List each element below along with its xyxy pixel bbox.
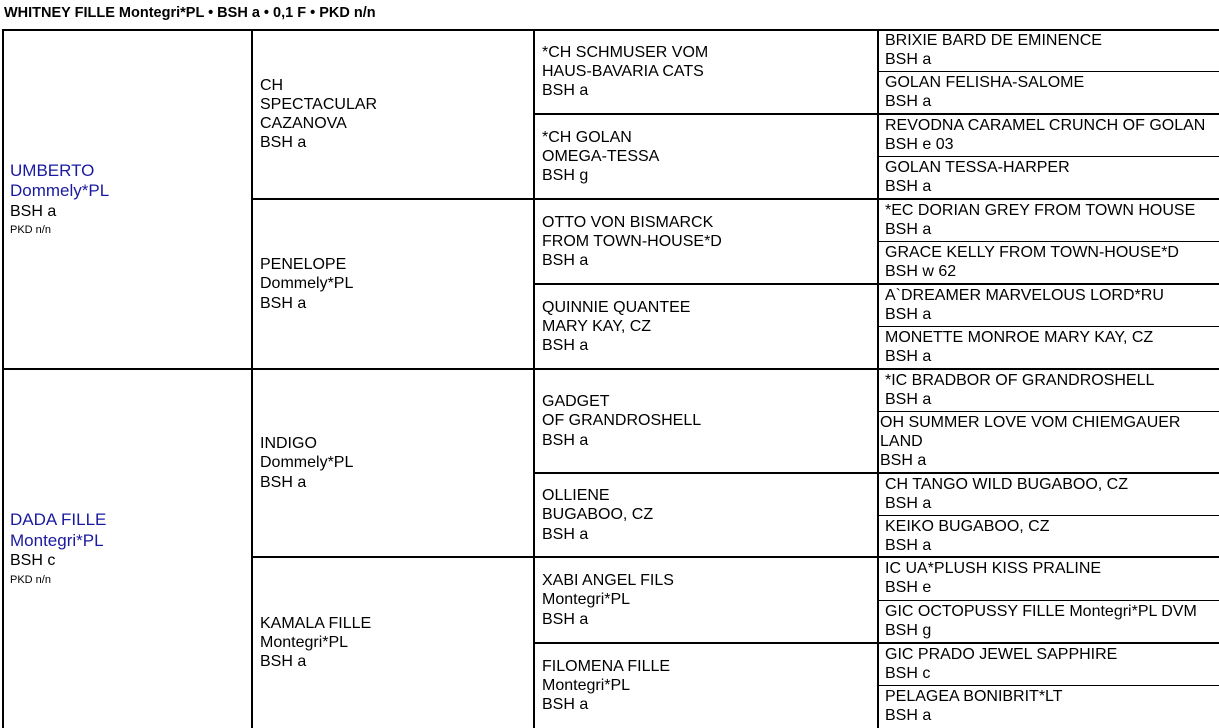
g4-ancestor-cell — [878, 473, 1219, 515]
pedigree-title: WHITNEY FILLE Montegri*PL • BSH a • 0,1 F • PKD n/n — [4, 5, 376, 21]
ancestor-text-line: BSH a — [542, 610, 589, 628]
ancestor-text-line: IC UA*PLUSH KISS PRALINE — [885, 560, 1102, 577]
grid-line — [878, 71, 1219, 72]
parent-cattery: Dommely*PL — [10, 181, 110, 201]
ancestor-text-line: FILOMENA FILLE — [542, 657, 671, 675]
grid-line — [2, 29, 4, 728]
ancestor-text-line: GIC OCTOPUSSY FILLE Montegri*PL DVM — [885, 603, 1197, 620]
grid-line — [878, 411, 1219, 412]
ancestor-text-line: GADGET — [542, 393, 610, 411]
great-grandparent-cell — [534, 199, 878, 284]
grid-line — [878, 600, 1219, 601]
parent-name: UMBERTO — [10, 160, 95, 180]
ancestor-text-line: PELAGEA BONIBRIT*LT — [885, 688, 1063, 705]
parent-sire — [2, 29, 252, 369]
parent-cattery: Montegri*PL — [10, 530, 104, 550]
g4-ancestor-cell — [878, 241, 1219, 284]
ancestor-text-line: OMEGA-TESSA — [542, 147, 660, 165]
g4-ancestor-cell — [878, 199, 1219, 241]
ancestor-text-line: INDIGO — [260, 435, 317, 453]
g4-ancestor-cell — [878, 114, 1219, 156]
ancestor-text-line: Dommely*PL — [260, 454, 354, 472]
g4-ancestor-cell — [878, 411, 1219, 473]
pedigree-table — [2, 29, 1219, 728]
grid-line — [251, 29, 253, 728]
great-grandparent-cell — [534, 114, 878, 199]
ancestor-text-line: GRACE KELLY FROM TOWN-HOUSE*D — [885, 244, 1179, 261]
great-grandparent-cell — [534, 557, 878, 643]
ancestor-text-line: BSH a — [885, 51, 932, 69]
ancestor-text-line: GIC PRADO JEWEL SAPPHIRE — [885, 646, 1118, 663]
ancestor-text-line: OTTO VON BISMARCK — [542, 213, 714, 231]
ancestor-text-line: BSH a — [260, 473, 307, 491]
ancestor-text-line: BSH a — [260, 134, 307, 152]
ancestor-text-line: BSH e 03 — [885, 136, 954, 154]
great-grandparent-cell — [534, 29, 878, 114]
grandparent-cell — [252, 557, 534, 728]
grid-line — [878, 515, 1219, 516]
ancestor-text-line: CAZANOVA — [260, 115, 347, 132]
ancestor-text-line: A`DREAMER MARVELOUS LORD*RU — [885, 287, 1164, 304]
ancestor-text-line: CH TANGO WILD BUGABOO, CZ — [885, 476, 1128, 493]
ancestor-text-line: BSH a — [880, 452, 927, 470]
grid-line — [534, 642, 1219, 644]
ancestor-text-line: PENELOPE — [260, 256, 347, 274]
parent-pkd: PKD n/n — [10, 224, 51, 237]
ancestor-text-line: BSH a — [542, 696, 589, 714]
g4-ancestor-cell — [878, 557, 1219, 600]
g4-ancestor-cell — [878, 515, 1219, 557]
ancestor-text-line: XABI ANGEL FILS — [542, 572, 674, 590]
parent-dam — [2, 369, 252, 728]
great-grandparent-cell — [534, 473, 878, 557]
ancestor-text-line: LAND — [880, 433, 923, 451]
parent-breed: BSH c — [10, 552, 56, 570]
g4-ancestor-cell — [878, 685, 1219, 728]
ancestor-text-line: BSH a — [885, 178, 932, 196]
ancestor-text-line: OH SUMMER LOVE VOM CHIEMGAUER — [880, 414, 1181, 431]
ancestor-text-line: OF GRANDROSHELL — [542, 412, 702, 430]
g4-ancestor-cell — [878, 643, 1219, 685]
ancestor-text-line: BSH a — [542, 431, 589, 449]
ancestor-text-line: BSH a — [885, 707, 932, 725]
ancestor-text-line: *IC BRADBOR OF GRANDROSHELL — [885, 372, 1155, 389]
g4-ancestor-cell — [878, 326, 1219, 369]
ancestor-text-line: BSH g — [542, 167, 589, 185]
ancestor-text-line: BSH a — [542, 252, 589, 270]
ancestor-text-line: MONETTE MONROE MARY KAY, CZ — [885, 329, 1154, 346]
ancestor-text-line: BSH a — [542, 525, 589, 543]
grandparent-cell — [252, 199, 534, 369]
grid-line — [534, 113, 1219, 115]
great-grandparent-cell — [534, 643, 878, 728]
grid-line — [2, 368, 1219, 370]
ancestor-text-line: *CH GOLAN — [542, 128, 632, 146]
grid-line — [878, 241, 1219, 242]
ancestor-text-line: Montegri*PL — [542, 591, 631, 609]
great-grandparent-cell — [534, 369, 878, 473]
grid-line — [2, 29, 1219, 31]
ancestor-text-line: SPECTACULAR — [260, 95, 378, 113]
grid-line — [533, 29, 535, 728]
ancestor-text-line: BSH a — [885, 391, 932, 409]
ancestor-text-line: FROM TOWN-HOUSE*D — [542, 232, 722, 250]
ancestor-text-line: KEIKO BUGABOO, CZ — [885, 518, 1050, 535]
ancestor-text-line: GOLAN FELISHA-SALOME — [885, 74, 1085, 91]
ancestor-text-line: BSH g — [885, 622, 932, 640]
ancestor-text-line: BSH a — [885, 221, 932, 239]
ancestor-text-line: CH — [260, 76, 284, 94]
ancestor-text-line: *EC DORIAN GREY FROM TOWN HOUSE — [885, 202, 1196, 219]
ancestor-text-line: BSH a — [542, 82, 589, 100]
ancestor-text-line: BSH a — [260, 294, 307, 312]
grandparent-cell — [252, 29, 534, 199]
ancestor-text-line: QUINNIE QUANTEE — [542, 298, 691, 316]
parent-pkd: PKD n/n — [10, 573, 51, 586]
ancestor-text-line: *CH SCHMUSER VOM — [542, 43, 709, 61]
ancestor-text-line: BSH a — [885, 495, 932, 513]
ancestor-text-line: BSH a — [885, 537, 932, 555]
g4-ancestor-cell — [878, 71, 1219, 114]
ancestor-text-line: BSH a — [885, 348, 932, 366]
grid-line — [877, 29, 879, 728]
ancestor-text-line: Dommely*PL — [260, 275, 354, 293]
ancestor-text-line: HAUS-BAVARIA CATS — [542, 62, 704, 80]
g4-ancestor-cell — [878, 29, 1219, 71]
g4-ancestor-cell — [878, 156, 1219, 199]
ancestor-text-line: BSH a — [885, 93, 932, 111]
grandparent-cell — [252, 369, 534, 557]
ancestor-text-line: BSH e — [885, 579, 932, 597]
g4-ancestor-cell — [878, 369, 1219, 411]
ancestor-text-line: GOLAN TESSA-HARPER — [885, 159, 1070, 176]
g4-ancestor-cell — [878, 284, 1219, 326]
ancestor-text-line: Montegri*PL — [260, 633, 349, 651]
ancestor-text-line: KAMALA FILLE — [260, 614, 372, 632]
ancestor-text-line: BSH a — [885, 306, 932, 324]
ancestor-text-line: MARY KAY, CZ — [542, 317, 652, 335]
grid-line — [534, 283, 1219, 285]
grid-line — [878, 685, 1219, 686]
grid-line — [252, 556, 1219, 558]
ancestor-text-line: BSH a — [260, 653, 307, 671]
ancestor-text-line: BSH w 62 — [885, 263, 957, 281]
ancestor-text-line: REVODNA CARAMEL CRUNCH OF GOLAN — [885, 117, 1206, 134]
ancestor-text-line: BRIXIE BARD DE EMINENCE — [885, 32, 1102, 49]
grid-line — [534, 472, 1219, 474]
parent-breed: BSH a — [10, 202, 57, 220]
parent-name: DADA FILLE — [10, 510, 107, 530]
ancestor-text-line: BSH a — [542, 337, 589, 355]
grid-line — [878, 326, 1219, 327]
grid-line — [252, 198, 1219, 200]
great-grandparent-cell — [534, 284, 878, 369]
g4-ancestor-cell — [878, 600, 1219, 643]
ancestor-text-line: OLLIENE — [542, 487, 610, 505]
ancestor-text-line: BUGABOO, CZ — [542, 506, 654, 524]
ancestor-text-line: BSH c — [885, 665, 931, 683]
grid-line — [878, 156, 1219, 157]
ancestor-text-line: Montegri*PL — [542, 676, 631, 694]
